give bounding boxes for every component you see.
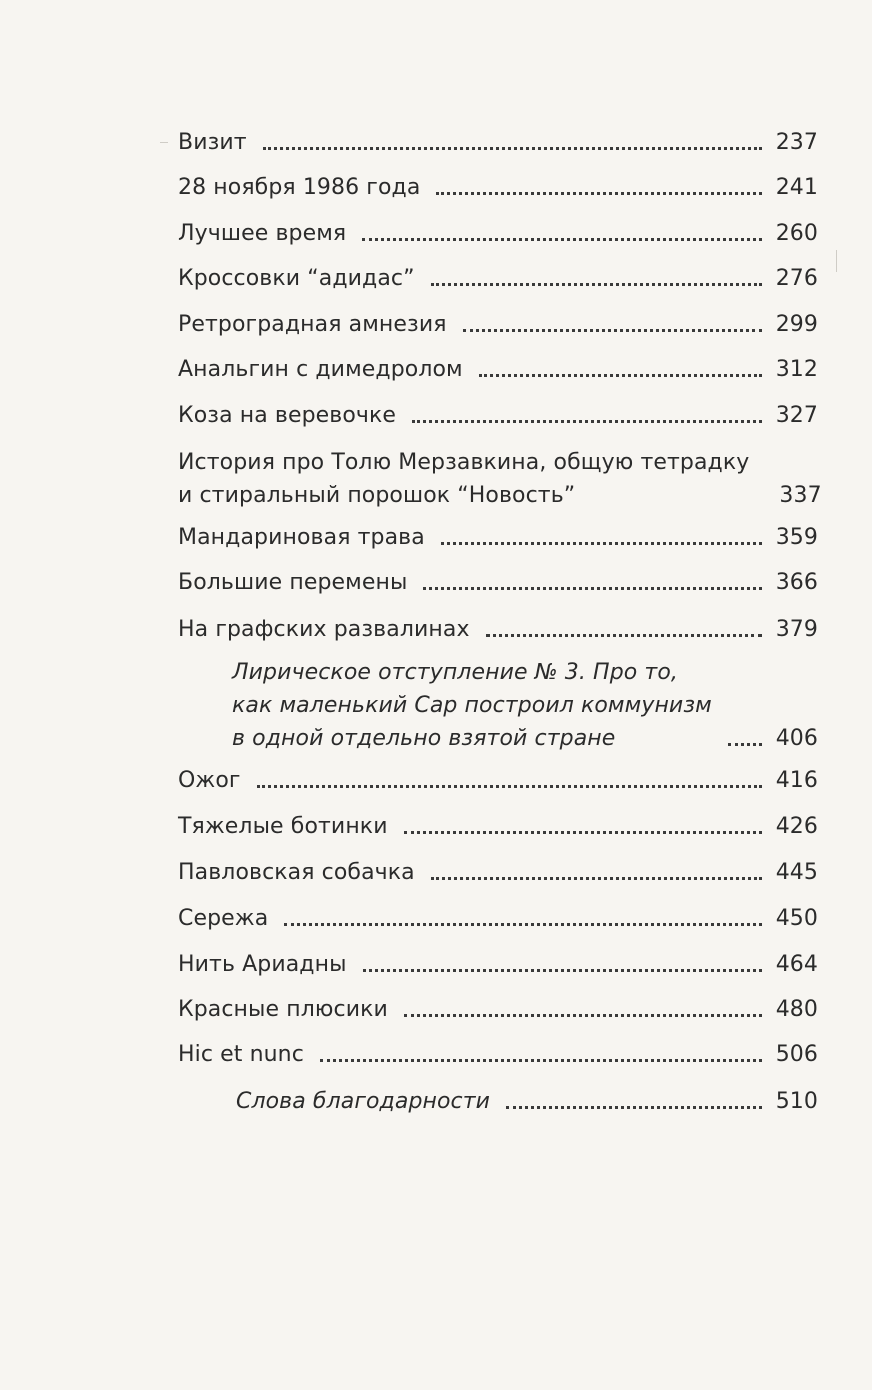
toc-page-number: 445 [775,860,818,885]
toc-page-number: 237 [775,130,818,155]
toc-entry-interlude [232,656,818,755]
toc-entry-title: Визит [178,130,247,155]
toc-entry [178,126,818,159]
dot-leader [463,329,762,332]
toc-entry-title-line: Лирическое отступление № 3. Про то, [232,660,678,685]
toc-entry-title: 28 ноября 1986 года [178,175,421,200]
toc-entry-title: Ожог [178,768,241,793]
toc-entry-title: Анальгин с димедролом [178,357,463,382]
dot-leader [404,1014,762,1017]
toc-page-number: 359 [775,525,818,550]
toc-entry [178,446,822,512]
toc-entry-title: На графских развалинах [178,617,470,642]
dot-leader [263,147,762,150]
toc-entry [178,399,818,432]
toc-page-number: 260 [775,221,818,246]
toc-entry-title: Нить Ариадны [178,952,347,977]
toc-entry [178,613,818,646]
toc-page-number: 241 [775,175,818,200]
toc-page-number: 450 [775,906,818,931]
toc-page-number: 426 [775,814,818,839]
toc-entry-title: Большие перемены [178,570,408,595]
toc-entry-title: Сережа [178,906,269,931]
toc-entry-title-line: как маленький Сар построил коммунизм [232,693,712,718]
toc-page-number: 506 [775,1042,818,1067]
toc-entry-title: Тяжелые ботинки [178,814,388,839]
toc-entry [178,521,818,554]
toc-page-number: 337 [779,483,822,508]
toc-entry [178,262,818,295]
toc-entry-title-line: и стиральный порошок “Новость” [178,483,576,508]
toc-entry-title: Hic et nunc [178,1042,304,1067]
toc-entry-title: Мандариновая трава [178,525,425,550]
toc-entry-title: Слова благодарности [236,1089,491,1114]
toc-entry [178,308,818,341]
toc-entry [178,566,818,599]
toc-entry [178,948,818,981]
dot-leader [412,420,762,423]
dot-leader [506,1106,762,1109]
toc-page-number: 312 [775,357,818,382]
toc-entry [178,856,818,889]
dot-leader [363,969,762,972]
toc-entry-title: Павловская собачка [178,860,415,885]
toc-page-number: 480 [775,997,818,1022]
toc-page-number: 366 [775,570,818,595]
toc-entry-title: Ретроградная амнезия [178,312,447,337]
toc-page-number: 327 [775,403,818,428]
dot-leader [431,877,762,880]
toc-page-number: 510 [775,1089,818,1114]
toc-entry-title: Красные плюсики [178,997,388,1022]
toc-page-number: 416 [775,768,818,793]
toc-entry [178,810,818,843]
toc-entry [178,353,818,386]
paper-mark [836,250,837,272]
dot-leader [479,374,762,377]
toc-entry-title: Кроссовки “адидас” [178,266,415,291]
toc-page-number: 406 [775,726,818,751]
toc-entry-title-line: в одной отдельно взятой стране [232,726,616,751]
dot-leader [423,587,761,590]
dot-leader [284,923,761,926]
toc-entry-acknowledgements [236,1085,818,1118]
toc-entry-title: Коза на веревочке [178,403,397,428]
dot-leader [728,743,762,746]
toc-entry [178,217,818,250]
dot-leader [404,831,762,834]
dot-leader [441,542,762,545]
toc-entry [178,764,818,797]
toc-page-number: 299 [775,312,818,337]
dot-leader [362,238,761,241]
dot-leader [320,1059,762,1062]
toc-entry-title-line: История про Толю Мерзавкина, общую тетрадку [178,450,750,475]
toc-page-number: 464 [775,952,818,977]
toc-page-number: 276 [775,266,818,291]
toc-entry [178,171,818,204]
dot-leader [436,192,761,195]
toc-entry [178,1038,818,1071]
dot-leader [257,785,762,788]
toc-entry [178,993,818,1026]
toc-page-number: 379 [775,617,818,642]
dot-leader [431,283,762,286]
toc-entry-title: Лучшее время [178,221,347,246]
toc-entry [178,902,818,935]
dot-leader [486,634,762,637]
paper-mark [160,142,168,143]
